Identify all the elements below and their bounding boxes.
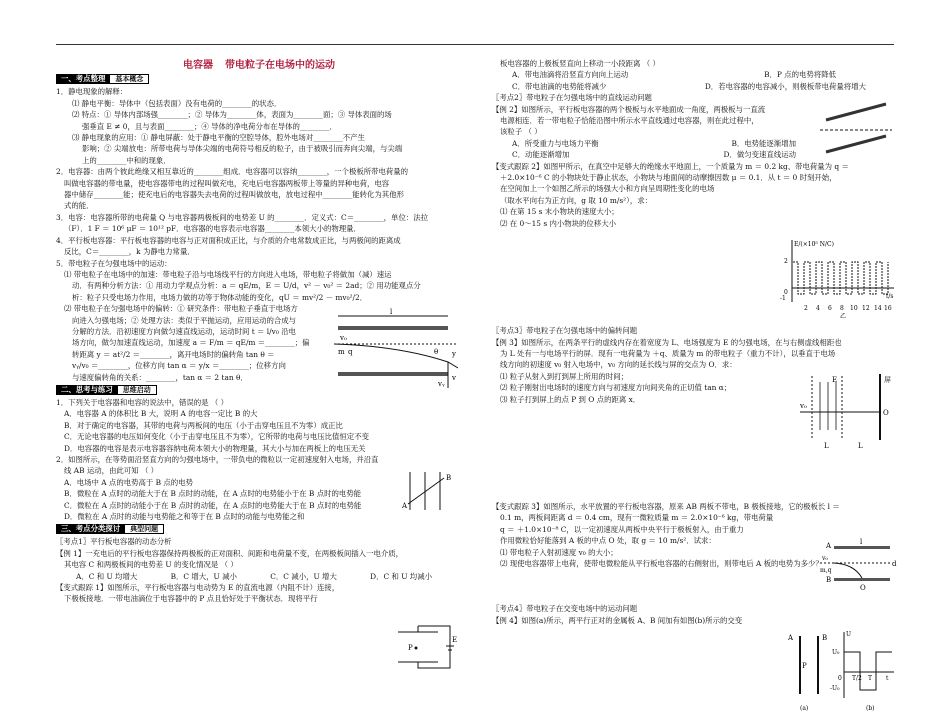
figure-caption: 乙 <box>840 313 847 320</box>
x-tick: 6 <box>828 305 832 312</box>
fig-caption: (a) <box>800 705 809 712</box>
text-line: 式的能． <box>64 201 94 211</box>
fig-label: v₀ <box>800 402 807 410</box>
title-part1: 电容器 <box>183 60 213 71</box>
text-line: 析：粒子只受电场力作用，电场力做的功等于物体动能的变化，qU ＝ mv²/2 － mv₀²/2． <box>72 292 368 302</box>
x-tick: 4 <box>816 305 820 312</box>
section-label: 一、考点整理 <box>56 74 110 84</box>
text-line: ⑵ 在 0～15 s 内小物块的位移大小 <box>500 218 616 228</box>
option: A．C 和 U 均增大 <box>76 571 138 581</box>
text-line: ⑴ 带电粒子在电场中的加速：带电粒子沿与电场线平行的方向进入电场，带电粒子将做加（减）速运 <box>64 269 392 279</box>
option: A．带电油滴将沿竖直方向向上运动 <box>512 70 629 80</box>
text-line: 其电容 C 和两极板间的电势差 U 的变化情况是 （ ） <box>64 560 238 570</box>
text-line: 【变式跟踪 3】如图所示，水平放置的平行板电容器，原来 AB 两板不带电，B 极板接地，它的极板长 l ＝ <box>492 501 840 511</box>
option: C．带电油滴的电势能将减少 <box>512 81 607 91</box>
text-line: 板电容器的上极板竖直向上移动一小段距离 （ ） <box>500 59 660 68</box>
option: D．若电容器的电容减小，则极板带电荷量将增大 <box>704 81 866 91</box>
option: D．做匀变速直线运动 <box>723 150 796 160</box>
text-line: 〖考点2〗带电粒子在匀强电场中的直线运动问题 <box>492 93 652 103</box>
fig-label: y <box>452 350 456 358</box>
fig-label: A <box>788 634 794 642</box>
text-line: 在空间加上一个如图乙所示的场强大小和方向呈周期性变化的电场 <box>500 184 715 194</box>
options-row <box>492 81 896 92</box>
fig-label: A <box>402 502 408 510</box>
fig-label: 0 <box>838 675 842 682</box>
field-series <box>792 262 888 294</box>
text-line: 上的________中和的现象． <box>82 155 171 165</box>
text-line: （取水平向右为正方向，g 取 10 m/s²），求： <box>500 195 652 205</box>
text-line: 【例 1】一充电后的平行板电容器保持两极板的正对面积、间距和电荷量不变，在两极板间插入一电介质， <box>56 548 404 558</box>
ab-line-figure <box>400 468 460 514</box>
text-line: 影响；② 尖端放电：所带电荷与导体尖端的电荷符号相反的粒子，由于被吸引而奔向尖端，与尖端 <box>82 144 403 154</box>
option: C．动能逐渐增加 <box>512 150 570 160</box>
text-line: A．电场中 A 点的电势高于 B 点的电势 <box>64 477 193 487</box>
text-line: ⑶ 粒子打到屏上的点 P 到 O 点的距离 x． <box>500 394 641 404</box>
text-line: 叫做电容器的带电量，使电容器带电的过程叫做充电，充电后电容器两板带上等量的异种电荷，电容 <box>64 178 390 188</box>
y-tick: -1 <box>780 295 786 302</box>
text-line: ⑴ 在第 15 s 末小物块的速度大小； <box>500 207 619 217</box>
text-line: ＋2.0×10⁻⁶ C 的小物块处于静止状态，小物块与地面间的动摩擦因数 μ ＝ 0.1．从 t ＝ 0 时刻开始， <box>500 173 837 183</box>
text-line: 1．静电现象的解释： <box>56 87 128 97</box>
fig-label: B <box>826 576 832 584</box>
option: D．C 和 U 均减小 <box>370 571 432 581</box>
text-line: 线 AB 运动，由此可知 （ ） <box>64 466 159 476</box>
deflection-block <box>56 303 324 383</box>
title-part2: 带电粒子在电场中的运动 <box>225 60 335 71</box>
text-line: 〖考点4〗带电粒子在交变电场中的运动问题 <box>492 604 638 614</box>
text-line: 〖考点3〗带电粒子在匀强电场中的偏转问题 <box>492 326 638 336</box>
ac-field-figure <box>780 628 896 712</box>
fig-label: T <box>868 675 873 682</box>
text-line: D．电容器的电容是表示电容器容纳电荷本领大小的物理量，其大小与加在两板上的电压无关 <box>64 443 366 453</box>
x-tick: 2 <box>804 305 808 312</box>
text-line: 〖考点1〗平行板电容器的动态分析 <box>56 537 172 547</box>
text-line: 0.1 m，两板间距离 d ＝ 0.4 cm，现有一微粒质量 m ＝ 2.0×10⁻⁶ kg，带电荷量 <box>500 513 774 523</box>
fig-label: L <box>858 442 863 450</box>
page-top-rule <box>56 44 894 45</box>
field-time-graph <box>780 236 900 320</box>
fig-label: θ <box>434 348 439 356</box>
y-axis-label: E/(×10⁵ N/C) <box>794 241 834 248</box>
fig-label: m,q <box>820 567 832 574</box>
capacitor-circuit-figure <box>388 622 458 678</box>
fig-label: l <box>390 308 393 316</box>
fig-label: v₀ <box>340 334 347 342</box>
options-row <box>56 571 462 582</box>
text-line: D．微粒在 A 点时的动能与电势能之和等于在 B 点时的动能与电势能之和 <box>64 512 305 522</box>
page-title <box>56 60 462 71</box>
fig-label: vᵧ <box>438 380 445 388</box>
fig-label: U <box>846 631 852 638</box>
field-screen-figure <box>800 372 896 454</box>
text-line: 该粒子 （ ） <box>500 127 542 137</box>
fig-label: A <box>826 542 832 550</box>
fig-label: d <box>892 560 897 568</box>
text-line: C．无论电容器的电压如何变化（小于击穿电压且不为零），它所带的电荷与电压比值恒定不变 <box>64 432 369 442</box>
fig-label: t <box>886 675 889 682</box>
text-line: ⑴ 粒子从射入到打到屏上所用的时间； <box>500 371 628 381</box>
text-line: ⑵ 带电粒子在匀强电场中的偏转：① 研究条件：带电粒子垂直于电场方 <box>64 304 298 314</box>
option: B．电势能逐渐增加 <box>731 138 796 148</box>
tilted-plates-figure <box>820 102 894 158</box>
trajectory <box>334 344 458 368</box>
text-line: 线方向的初速度 v₀ 射入电场中，v₀ 方向的延长线与屏的交点为 O．求： <box>500 360 737 370</box>
text-line: 3．电容：电容器所带的电荷量 Q 与电容器两极板间的电势差 U 的________．定义式：C＝________，单位：法拉 <box>56 212 429 222</box>
fig-label: 屏 <box>884 376 891 384</box>
horizontal-capacitor-figure <box>820 536 896 594</box>
fig-label: m <box>338 348 345 356</box>
x-axis-label: t/s <box>886 293 894 300</box>
x-tick: 12 <box>862 305 870 312</box>
fig-label: v₀ <box>822 555 828 562</box>
text-line: ⑵ 粒子刚射出电场时的速度方向与初速度方向间夹角的正切值 tan α； <box>500 383 732 393</box>
text-line: 5．带电粒子在匀强电场中的运动： <box>56 258 172 268</box>
text-line: ⑶ 静电现象的应用：① 静电屏蔽：处于静电平衡的空腔导体，腔外电场对________不产生 <box>72 133 365 143</box>
text-line: 强垂直 E ≠ 0，且与表面________；④ 导体的净电荷分布在导体的________． <box>82 121 337 131</box>
fig-caption: (b) <box>866 705 875 712</box>
fig-label: L <box>824 442 829 450</box>
text-line: q ＝ ＋1.0×10⁻⁸ C，以一定初速度从两板中央平行于极板射入，由于重力 <box>500 524 744 534</box>
fig-label: v <box>452 374 456 382</box>
x-tick: 8 <box>840 305 844 312</box>
fig-label: O <box>860 584 866 592</box>
option: B．P 点的电势将降低 <box>764 70 836 80</box>
section-tag: 思维启动 <box>118 385 157 395</box>
text-line: （F）．1 F ＝ 10⁶ μF ＝ 10¹² pF．电容器的电容表示电容器________本领大小的物理量． <box>64 224 361 234</box>
fig-label: B <box>446 474 452 482</box>
x-tick: 10 <box>850 305 858 312</box>
text-line: ⑵ 现使电容器带上电荷，使带电微粒能从平行板电容器的右侧射出，则带电后 A 板的电势为多少？ <box>500 558 823 568</box>
section-tag: 典型问题 <box>125 524 164 534</box>
upper-plate <box>826 104 886 120</box>
fig-label: P <box>802 662 807 670</box>
text-line: 【例 3】如图所示，在两条平行的虚线内存在着宽度为 L、电场强度为 E 的匀强电场，在与右侧虚线相距也 <box>492 337 842 347</box>
plate-a <box>834 546 890 549</box>
text-line: ⑴ 带电粒子入射初速度 v₀ 的大小； <box>500 547 618 557</box>
fig-label: O <box>883 409 889 417</box>
upper-plate <box>338 326 448 330</box>
origin-label: 0 <box>784 289 788 296</box>
text-line: vᵧ/v₀ ＝________，位移方向 tan α ＝ y/x ＝________；位移方向 <box>72 361 286 371</box>
deflection-figure <box>330 304 460 392</box>
text-line: 【例 4】如图(a)所示，两平行正对的金属板 A、B 间加有如图(b)所示的交变 <box>492 615 743 625</box>
fig-label: T/2 <box>852 675 862 682</box>
text-line: 向进入匀强电场；② 处理方法：类似于平抛运动，应用运动的合成与 <box>72 315 297 325</box>
option: B．C 增大，U 减小 <box>170 571 237 581</box>
text-line: 电源相连．若一带电粒子恰能沿图中所示水平直线通过电容器，则在此过程中， <box>500 116 759 126</box>
fig-label: -U₀ <box>830 685 840 692</box>
text-line: B．对于确定的电容器，其带的电荷与两板间的电压（小于击穿电压且不为零）成正比 <box>64 420 343 430</box>
text-line: 【变式跟踪 1】如图所示，平行板电容器与电动势为 E 的直流电源（内阻不计）连接， <box>56 583 340 593</box>
section-header-3 <box>56 524 462 534</box>
voltage-wave <box>844 652 892 690</box>
text-line: ⑵ 特点：① 导体内部场强________；② 导体为________体，表面为________面；③ 导体表面的场 <box>72 110 392 120</box>
x-tick: 14 <box>874 305 882 312</box>
text-line: 为 L 处有一与电场平行的屏．现有一电荷量为 ＋q、质量为 m 的带电粒子（重力不计），以垂直于电场 <box>500 348 836 358</box>
section-header-1 <box>56 74 462 84</box>
section-label: 三、考点分类探讨 <box>56 524 125 534</box>
plate-b <box>834 578 890 581</box>
text-line: 器中储存________能；使充电后的电容器失去电荷的过程叫做放电，放电过程中________能转化为其他形 <box>64 190 404 200</box>
text-line: 转距离 y ＝ at²/2 ＝________，离开电场时的偏转角 tan θ ＝ <box>72 349 275 359</box>
fig-label: l <box>860 538 863 546</box>
fig-label: E <box>452 636 458 644</box>
fig-label: P <box>408 644 413 652</box>
text-line: 【变式跟踪 2】如图甲所示，在真空中足够大的绝缘水平地面上，一个质量为 m ＝ 0.2 kg、带电荷量为 q ＝ <box>492 161 849 171</box>
options-row <box>492 69 896 80</box>
text-line: 反比，C＝________，k 为静电力常量． <box>64 247 195 257</box>
fig-label: E <box>832 376 838 384</box>
text-line: C．微粒在 A 点时的动能小于在 B 点时的动能，在 A 点时的电势能大于在 B 点时的电势能 <box>64 500 362 510</box>
y-tick: 2 <box>784 258 788 265</box>
option: C．C 减小，U 增大 <box>270 571 337 581</box>
text-line: 分解的方法．沿初速度方向做匀速直线运动，运动时间 t ＝ l/v₀ 沿电 <box>72 326 296 336</box>
path-ab <box>408 478 444 504</box>
text-line: 作用微粒恰好能落到 A 板的中点 O 处，取 g ＝ 10 m/s²．试求： <box>500 536 716 546</box>
text-line: 与速度偏转角的关系：________，tan α ＝ 2 tan θ． <box>72 372 248 382</box>
fig-label: U₀ <box>832 649 840 656</box>
text-line: 动．有两种分析方法：① 用动力学观点分析：a ＝ qE/m，E ＝ U/d，v² － v₀² ＝ 2ad；② 用功能观点分 <box>72 281 421 291</box>
text-line: ⑴ 静电平衡：导体中（包括表面）没有电荷的________的状态． <box>72 98 282 108</box>
text-line: 场方向，做匀加速直线运动，加速度 a ＝ F/m ＝ qE/m ＝________；偏 <box>72 338 310 348</box>
fig-label: B <box>822 634 828 642</box>
section-tag: 基本概念 <box>110 74 149 84</box>
text-line: 2．电容器：由两个彼此绝缘又相互靠近的________组成．电容器可以容纳________，一个极板所带电荷量的 <box>56 167 409 177</box>
lower-plate <box>826 136 886 152</box>
section-label: 二、思考与练习 <box>56 385 118 395</box>
lower-plate <box>338 372 448 376</box>
option: A．所受重力与电场力平衡 <box>512 138 599 148</box>
text-line: A．电容器 A 的体积比 B 大，说明 A 的电容一定比 B 的大 <box>64 409 258 419</box>
fig-label: q <box>348 348 353 356</box>
x-tick: 16 <box>884 305 892 312</box>
text-line: 1．下列关于电容器和电容的说法中，错误的是 （ ） <box>56 397 228 407</box>
field-wave <box>792 262 888 294</box>
trajectory <box>834 563 862 578</box>
text-line: 下极板接地．一带电油滴位于电容器中的 P 点且恰好处于平衡状态．现将平行 <box>64 594 318 604</box>
text-line: 4．平行板电容器：平行板电容器的电容与正对面积成正比，与介质的介电常数成正比，与两极间的距离成 <box>56 235 401 245</box>
text-line: 2．如图所示，在等势面沿竖直方向的匀强电场中，一带负电的微粒以一定初速度射入电场，并沿直 <box>56 455 379 464</box>
text-line: B．微粒在 A 点时的动能大于在 B 点时的动能，在 A 点时的电势能小于在 B 点时的电势能 <box>64 489 362 499</box>
text-line: 【例 2】如图所示，平行板电容器的两个极板与水平地面成一角度，两极板与一直流 <box>492 104 766 114</box>
